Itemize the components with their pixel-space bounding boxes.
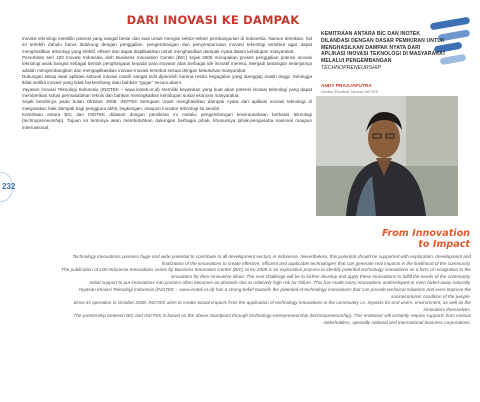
en-paragraph: The publication of 100 Indonesia Innovations series by Business Innovation Center (BIC) since 2008 is an exploration process to identify potential technology innovations as a form of recognition to the innovators for their innovative ideas. The next challenge will be to further develop and apply these innovations to fulfill the needs of the community.: [61, 267, 471, 279]
author-role: Direktur Eksekutif Yayasan INOTEK: [321, 90, 379, 94]
quote-emphasis: TECHNOPRENEURSHIP: [321, 64, 382, 71]
sidebar-quote: [321, 31, 446, 72]
author-name: ANDY PRASJAPUTRA: [321, 84, 372, 89]
en-paragraph: Yayasan Inovasi Teknologi Indonesia (INOTEK – www.inotek.or.id) has a strong belief towards the potential of technology innovations that can provide technical solutions and even improve the socioeconomic condition of the people.: [78, 286, 471, 299]
english-title-line: From Innovation: [381, 228, 470, 239]
quote-text: KEMITRAAN ANTARA BIC DAN INOTEK DILANDASI DENGAN DASAR PEMIKIRAN UNTUK MENGHASILKAN DAMPAK NYATA DARI APLIKASI INOVASI TEKNOLOGI DI MASYARAKAT MELALUI PENGEMBANGAN: [321, 31, 446, 65]
en-paragraph: The partnership between BIC and INOTEK is based on the above standpoint through technology-entrepreneurship (technopreneurship). This endeavor will certainly require supports from various stakeholders, specially national and international business corporations.: [73, 313, 471, 325]
english-body-text: [60, 254, 471, 327]
id-paragraph: Inovasi teknologi memiliki potensi yang sangat besar dan luas untuk mengisi sektor-sektor pembangunan di Indonesia. Namun demikian, hal ini terlebih dahulu harus didukung dengan penggalian, pengembangan dan penyempurnaan inovasi teknologi tersebut agar dapat menghasilkan teknologi yang efektif, efisien dan dapat diaplikasikan untuk menghasilkan dampak nyata dalam kehidupan masyarakat.: [22, 36, 312, 54]
portrait-photo: [316, 96, 458, 216]
indonesian-body-text: [22, 36, 312, 131]
blue-ribbon-deco: [430, 17, 471, 31]
id-paragraph: Kemitraan antara BIC dan INOTEK didasari dengan pemikiran ini melalui pengembangan kewirausahaan berbasis teknologi (technopreneurship). Tujuan ini tentunya akan membutuhkan dukungan berbagai pihak, khususnya pihak-pengusaha nasional maupun internasional.: [22, 112, 312, 130]
en-paragraph: Initial support to put innovations into practice often becomes an obstacle due to relatively high risk for failure. This has made many innovations undeveloped or even faded-away naturally.: [89, 280, 471, 286]
english-title: [368, 229, 470, 250]
page-title: DARI INOVASI KE DAMPAK: [126, 13, 300, 27]
en-paragraph: Technology innovations possess huge and wide potential to contribute to all development sectors in Indonesia. Nevertheless, this potential should be supported with exploration, development and finalization of the innovations to create effective, efficient and applicable technologies that can generate real impacts in the livelihood of the community.: [72, 254, 471, 266]
english-title-line: to Impact: [418, 238, 470, 250]
en-paragraph: Since its operation in October 2008, INOTEK aims to create actual impacts from the application of technology innovations in the community i.e. impacts for end-users, environment, as well as the innovators themselves.: [73, 300, 471, 312]
id-paragraph: Penerbitan seri 100 Inovasi Indonesia oleh Business Innovation Center (BIC) sejak 2008 merupakan proses penggalian potensi inovasi teknologi anak bangsa sebagai bentuk penghargaan kepada para inovator atas berbagai ide inovatif mereka. Menjadi tantangan selanjutnya adalah mengembangkan dan mengaplikasikan inovasi-inovasi tersebut sesuai dengan kebutuhan masyarakat.: [22, 55, 312, 73]
page-number: 232: [2, 182, 16, 191]
id-paragraph: Sejak berdirinya pada bulan Oktober 2008, INOTEK bertujuan untuk menghasilkan dampak nyata dari aplikasi inovasi teknologi di masyarakat, baik dampak bagi pengguna akhir, lingkungan, maupun inovator teknologi itu sendiri.: [22, 99, 312, 111]
id-paragraph: Yayasan Inovasi Teknologi Indonesia (INOTEK – www.inotek.or.id) memiliki keyakinan yang kuat akan potensi inovasi teknologi yang dapat memberikan solusi permasalahan teknis dan bahkan meningkatkan kehidupan sosial ekonomi masyarakat.: [22, 86, 312, 99]
id-paragraph: Dukungan tahap awal aplikasi sebuah inovasi masih sangat sulit diperoleh karena resiko kegagalan yang dianggap masih tinggi. Sehingga tidak sedikit inovasi yang tidak berkembang atau bahkan "gugur" secara alami.: [22, 74, 312, 86]
